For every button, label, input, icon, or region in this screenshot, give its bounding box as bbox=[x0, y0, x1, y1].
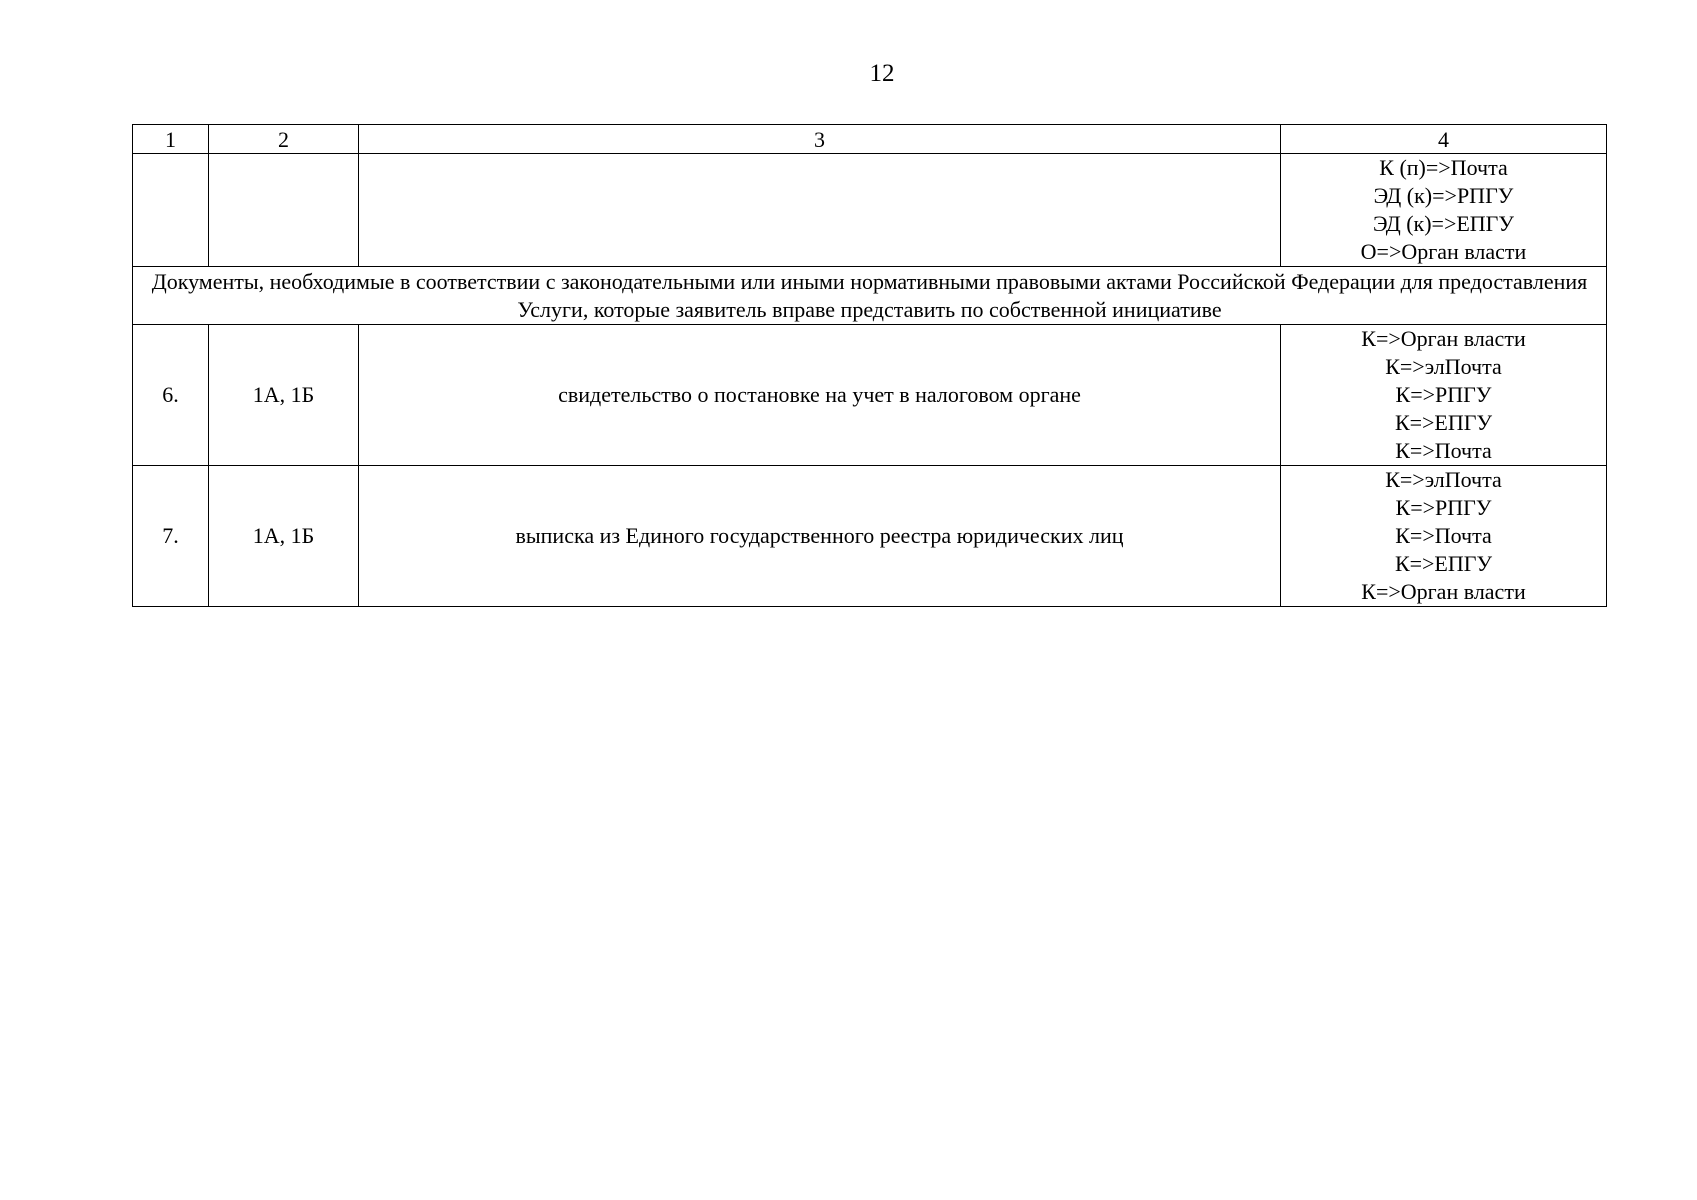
row-number: 7. bbox=[133, 466, 209, 607]
continuation-col-1 bbox=[133, 154, 209, 267]
section-title: Документы, необходимые в соответствии с законодательными или иными нормативными правовыми актами Российской Федерации для предоставления Услуги, которые заявитель вправе представить по собственной инициативе bbox=[133, 267, 1607, 325]
table-row bbox=[133, 466, 1607, 607]
row-methods-cell bbox=[1281, 466, 1607, 607]
method-line: К=>Орган власти bbox=[1361, 326, 1526, 351]
header-col-2: 2 bbox=[209, 125, 359, 154]
method-line: К=>Почта bbox=[1395, 438, 1492, 463]
header-col-4: 4 bbox=[1281, 125, 1607, 154]
method-line: О=>Орган власти bbox=[1360, 239, 1527, 264]
table-row bbox=[133, 325, 1607, 466]
header-col-3: 3 bbox=[359, 125, 1281, 154]
method-line: К=>элПочта bbox=[1385, 354, 1502, 379]
method-line: ЭД (к)=>РПГУ bbox=[1373, 183, 1514, 208]
method-line: К (п)=>Почта bbox=[1379, 155, 1508, 180]
section-title-row bbox=[133, 267, 1607, 325]
continuation-row bbox=[133, 154, 1607, 267]
page-number: 12 bbox=[869, 60, 895, 87]
row-document: выписка из Единого государственного реестра юридических лиц bbox=[359, 466, 1281, 607]
method-line: ЭД (к)=>ЕПГУ bbox=[1373, 211, 1514, 236]
continuation-methods-cell bbox=[1281, 154, 1607, 267]
method-line: К=>ЕПГУ bbox=[1394, 410, 1493, 435]
method-line: К=>ЕПГУ bbox=[1394, 551, 1493, 576]
table-header-row bbox=[133, 125, 1607, 154]
method-line: К=>РПГУ bbox=[1395, 495, 1492, 520]
continuation-col-3 bbox=[359, 154, 1281, 267]
continuation-col-2 bbox=[209, 154, 359, 267]
row-categories: 1А, 1Б bbox=[209, 466, 359, 607]
method-line: К=>РПГУ bbox=[1395, 382, 1492, 407]
method-line: К=>Орган власти bbox=[1361, 579, 1526, 604]
row-number: 6. bbox=[133, 325, 209, 466]
method-line: К=>Почта bbox=[1395, 523, 1492, 548]
documents-table bbox=[132, 124, 1607, 607]
row-methods-cell bbox=[1281, 325, 1607, 466]
row-categories: 1А, 1Б bbox=[209, 325, 359, 466]
method-line: К=>элПочта bbox=[1385, 467, 1502, 492]
row-document: свидетельство о постановке на учет в налоговом органе bbox=[359, 325, 1281, 466]
header-col-1: 1 bbox=[133, 125, 209, 154]
